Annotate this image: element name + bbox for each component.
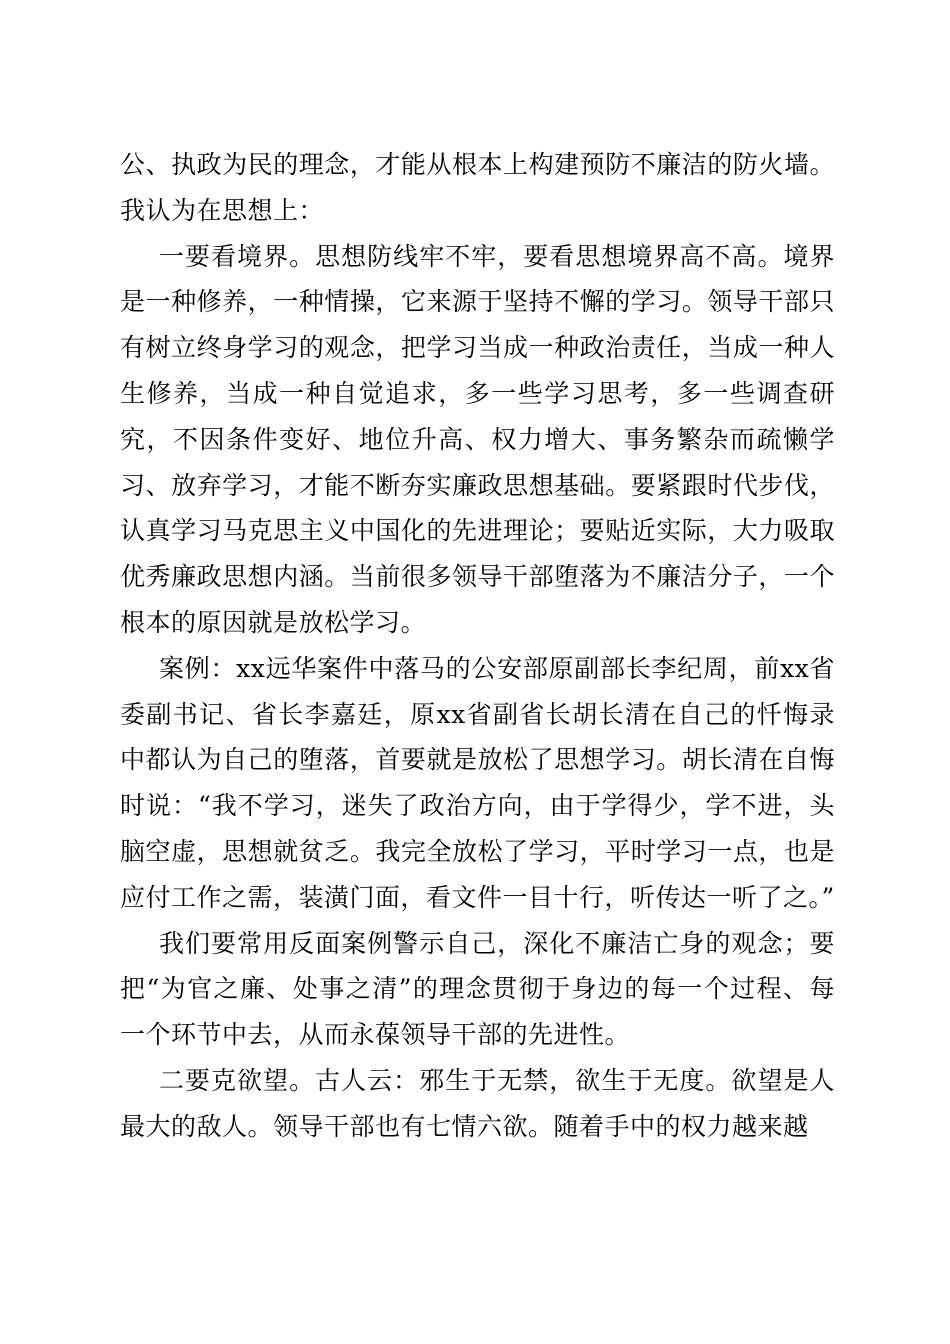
paragraph-realm: 一要看境界。思想防线牢不牢，要看思想境界高不高。境界是一种修养，一种情操，它来源于坚持不懈的学习。领导干部只有树立终身学习的观念，把学习当成一种政治责任，当成一种人生修养，当成一种自觉追求，多一些学习思考，多一些调查研究，不因条件变好、地位升高、权力增大、事务繁杂而疏懒学习、放弃学习，才能不断夯实廉政思想基础。要紧跟时代步伐，认真学习马克思主义中国化的先进理论；要贴近实际，大力吸取优秀廉政思想内涵。当前很多领导干部堕落为不廉洁分子，一个根本的原因就是放松学习。 bbox=[120, 241, 835, 637]
paragraph-case: 案例：xx远华案件中落马的公安部原副部长李纪周，前xx省委副书记、省长李嘉廷，原xx省副省长胡长清在自己的忏悔录中都认为自己的堕落，首要就是放松了思想学习。胡长清在自悔时说：“我不学习，迷失了政治方向，由于学得少，学不进，头脑空虚，思想就贫乏。我完全放松了学习，平时学习一点，也是应付工作之需，装潢门面，看文件一目十行，听传达一听了之。” bbox=[120, 653, 835, 912]
paragraph-warning: 我们要常用反面案例警示自己，深化不廉洁亡身的观念；要把“为官之廉、处事之清”的理念贯彻于身边的每一个过程、每一个环节中去，从而永葆领导干部的先进性。 bbox=[120, 928, 835, 1050]
paragraph-continuation: 公、执政为民的理念，才能从根本上构建预防不廉洁的防火墙。我认为在思想上： bbox=[120, 150, 835, 225]
document-body bbox=[120, 142, 835, 1150]
paragraph-desire: 二要克欲望。古人云：邪生于无禁，欲生于无度。欲望是人最大的敌人。领导干部也有七情六欲。随着手中的权力越来越 bbox=[120, 1065, 835, 1141]
